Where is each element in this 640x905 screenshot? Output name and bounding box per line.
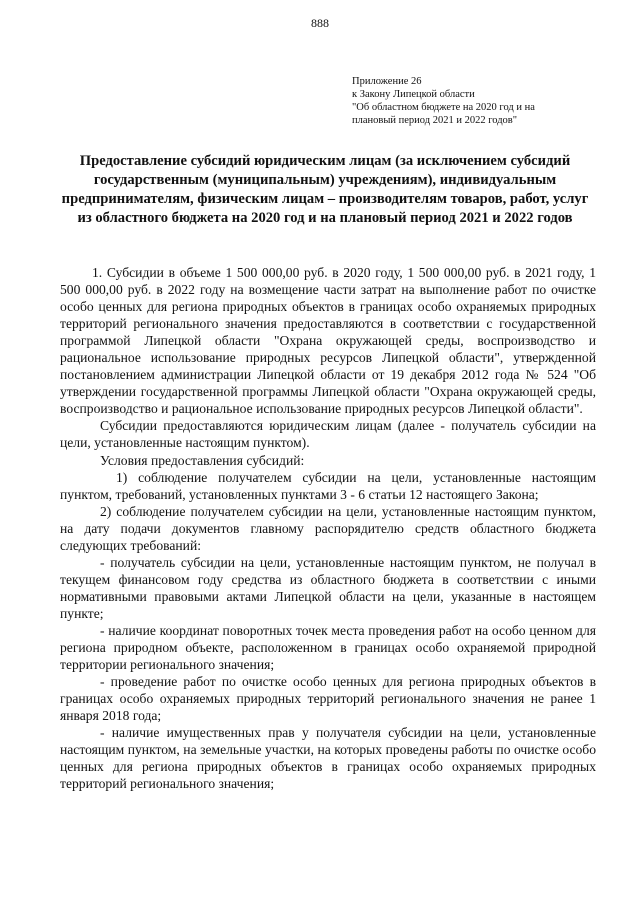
appendix-line: плановый период 2021 и 2022 годов" [352,115,518,126]
document-title: Предоставление субсидий юридическим лицам (за исключением субсидий государственным (муниципальным) учреждениям), индивидуальным предпринимателям, физическим лицам – производителям товаров, работ, услуг из областного бюджета на 2020 год и на плановый период 2021 и 2022 годов [61,153,589,226]
appendix-header [352,75,612,127]
paragraph: 2) соблюдение получателем субсидии на цели, установленные настоящим пунктом, на дату подачи документов главному распорядителю средств областного бюджета следующих требований: [60,503,596,553]
appendix-line: "Об областном бюджете на 2020 год и на [352,102,535,113]
paragraph: 1. Субсидии в объеме 1 500 000,00 руб. в 2020 году, 1 500 000,00 руб. в 2021 году, 1 500 000,00 руб. в 2022 году на возмещение части затрат на выполнение работ по очистке особо ценных для региона природных объектов в границах особо охраняемых природных территорий регионального значения предоставляются в соответствии с государственной программой Липецкой области "Охрана окружающей среды, воспроизводство и рациональное использование природных ресурсов Липецкой области", утвержденной постановлением администрации Липецкой области от 19 декабря 2012 года № 524 "Об утверждении государственной программы Липецкой области "Охрана окружающей среды, воспроизводство и рациональное использование природных ресурсов Липецкой области". [60,265,596,417]
document-body [60,264,596,792]
paragraph: - проведение работ по очистке особо ценных для региона природных объектов в границах особо охраняемых природных территорий регионального значения не ранее 1 января 2018 года; [60,674,596,724]
paragraph: 1) соблюдение получателем субсидии на цели, установленные настоящим пунктом, требований, установленных пунктами 3 - 6 статьи 12 настоящего Закона; [60,469,596,502]
appendix-line: к Закону Липецкой области [352,89,475,100]
paragraph: Субсидии предоставляются юридическим лицам (далее - получатель субсидии на цели, установленные настоящим пунктом). [60,418,596,451]
paragraph: - наличие имущественных прав у получателя субсидии на цели, установленные настоящим пунктом, на земельные участки, на которых проведены работы по очистке особо ценных для региона природных объектов в границах особо охраняемых природных территорий регионального значения; [60,725,596,792]
paragraph: - наличие координат поворотных точек места проведения работ на особо ценном для региона природном объекте, расположенном в границах особо охраняемой природной территории регионального значения; [60,622,596,673]
page-number: 888 [311,16,329,30]
paragraph: - получатель субсидии на цели, установленные настоящим пунктом, не получал в текущем финансовом году средства из областного бюджета в соответствии с иными нормативными правовыми актами Липецкой области на цели, указанные в настоящем пункте; [60,554,596,621]
paragraph: Условия предоставления субсидий: [100,452,305,468]
appendix-line: Приложение 26 [352,76,422,87]
